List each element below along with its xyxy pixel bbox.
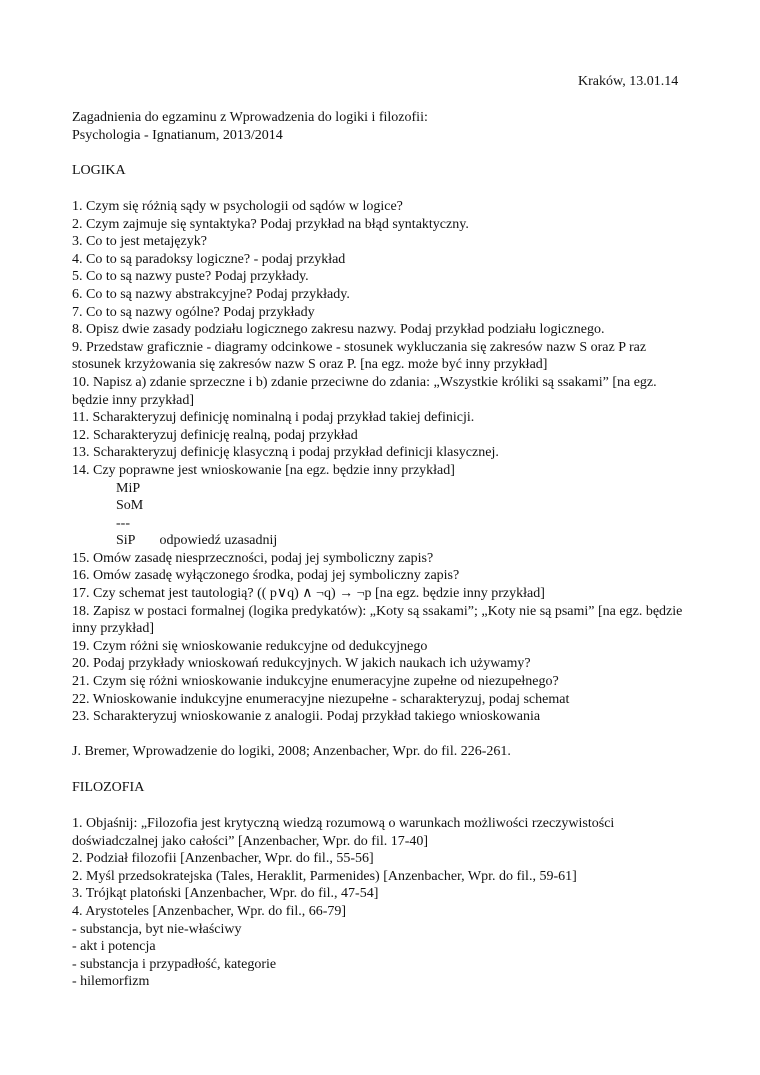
filozofia-section xyxy=(72,779,144,797)
header-line-2: Psychologia - Ignatianum, 2013/2014 xyxy=(72,127,283,143)
list-item: 4. Co to są paradoksy logiczne? - podaj przykład xyxy=(72,251,346,267)
list-item: 11. Scharakteryzuj definicję nominalną i podaj przykład takiej definicji. xyxy=(72,410,475,426)
list-item: 4. Arystoteles [Anzenbacher, Wpr. do fil., 66-79] xyxy=(72,903,347,919)
list-item: 23. Scharakteryzuj wnioskowanie z analogii. Podaj przykład takiego wnioskowania xyxy=(72,709,541,725)
list-item: 16. Omów zasadę wyłączonego środka, podaj jej symboliczny zapis? xyxy=(72,568,460,584)
syllogism-note: odpowiedź uzasadnij xyxy=(159,533,278,549)
list-item: 3. Trójkąt platoński [Anzenbacher, Wpr. do fil., 47-54] xyxy=(72,886,379,902)
list-item: 2. Podział filozofii [Anzenbacher, Wpr. do fil., 55-56] xyxy=(72,851,374,867)
list-item: 13. Scharakteryzuj definicję klasyczną i podaj przykład definicji klasycznej. xyxy=(72,445,499,461)
list-item: - substancja, byt nie-właściwy xyxy=(72,921,242,937)
list-item: 7. Co to są nazwy ogólne? Podaj przykłady xyxy=(72,304,315,320)
syllogism-premise-2: SoM xyxy=(116,498,144,514)
list-item: 21. Czym się różni wnioskowanie indukcyjne enumeracyjne zupełne od niezupełnego? xyxy=(72,674,559,690)
list-item: 1. Objaśnij: „Filozofia jest krytyczną wiedzą rozumową o warunkach możliwości rzeczywistości doświadczalnej jako całości” [Anzenbacher, Wpr. do fil. 17-40] xyxy=(72,816,615,849)
list-item: 10. Napisz a) zdanie sprzeczne i b) zdanie przeciwne do zdania: „Wszystkie króliki są ssakami” [na egz. będzie inny przykład] xyxy=(72,374,657,408)
syllogism-block xyxy=(72,480,692,550)
list-item: 14. Czy poprawne jest wnioskowanie [na egz. będzie inny przykład] xyxy=(72,462,455,478)
logika-reference xyxy=(72,743,511,761)
list-item: 17. Czy schemat jest tautologią? (( p∨q) ∧ ¬q) → ¬p [na egz. będzie inny przykład] xyxy=(72,586,545,602)
header-line-1: Zagadnienia do egzaminu z Wprowadzenia do logiki i filozofii: xyxy=(72,110,428,125)
filozofia-title: FILOZOFIA xyxy=(72,780,145,795)
logika-list xyxy=(72,198,692,726)
list-item: 15. Omów zasadę niesprzeczności, podaj jej symboliczny zapis? xyxy=(72,550,434,566)
list-item: 9. Przedstaw graficznie - diagramy odcinkowe - stosunek wykluczania się zakresów nazw S oraz P raz stosunek krzyżowania się zakresów nazw S oraz P. [na egz. może być inny przykład] xyxy=(72,339,647,373)
logika-title: LOGIKA xyxy=(72,163,126,178)
list-item: 20. Podaj przykłady wnioskowań redukcyjnych. W jakich naukach ich używamy? xyxy=(72,656,531,672)
list-item: 8. Opisz dwie zasady podziału logicznego zakresu nazwy. Podaj przykład podziału logicznego. xyxy=(72,322,605,338)
list-item: - hilemorfizm xyxy=(72,974,150,990)
syllogism-conclusion-row xyxy=(116,532,692,550)
list-item: 12. Scharakteryzuj definicję realną, podaj przykład xyxy=(72,427,358,443)
list-item: 1. Czym się różnią sądy w psychologii od sądów w logice? xyxy=(72,199,403,214)
syllogism-divider: --- xyxy=(116,515,130,531)
syllogism-premise-1: MiP xyxy=(116,480,141,496)
list-item: - substancja i przypadłość, kategorie xyxy=(72,956,277,972)
list-item: 2. Czym zajmuje się syntaktyka? Podaj przykład na błąd syntaktyczny. xyxy=(72,216,469,232)
document-header xyxy=(72,109,428,144)
list-item: 18. Zapisz w postaci formalnej (logika predykatów): „Koty są ssakami”; „Koty nie są psami” [na egz. będzie inny przykład] xyxy=(72,603,683,637)
list-item: 5. Co to są nazwy puste? Podaj przykłady. xyxy=(72,269,309,285)
document-date: Kraków, 13.01.14 xyxy=(578,74,679,89)
list-item: - akt i potencja xyxy=(72,939,156,955)
syllogism-conclusion: SiP xyxy=(116,533,136,549)
filozofia-list xyxy=(72,815,692,991)
list-item: 19. Czym różni się wnioskowanie redukcyjne od dedukcyjnego xyxy=(72,638,428,654)
reference-text: J. Bremer, Wprowadzenie do logiki, 2008; Anzenbacher, Wpr. do fil. 226-261. xyxy=(72,744,511,759)
list-item: 3. Co to jest metajęzyk? xyxy=(72,234,207,250)
logika-section xyxy=(72,162,126,180)
list-item: 2. Myśl przedsokratejska (Tales, Heraklit, Parmenides) [Anzenbacher, Wpr. do fil., 59-61] xyxy=(72,868,577,884)
list-item: 6. Co to są nazwy abstrakcyjne? Podaj przykłady. xyxy=(72,286,350,302)
list-item: 22. Wnioskowanie indukcyjne enumeracyjne niezupełne - scharakteryzuj, podaj schemat xyxy=(72,691,570,707)
